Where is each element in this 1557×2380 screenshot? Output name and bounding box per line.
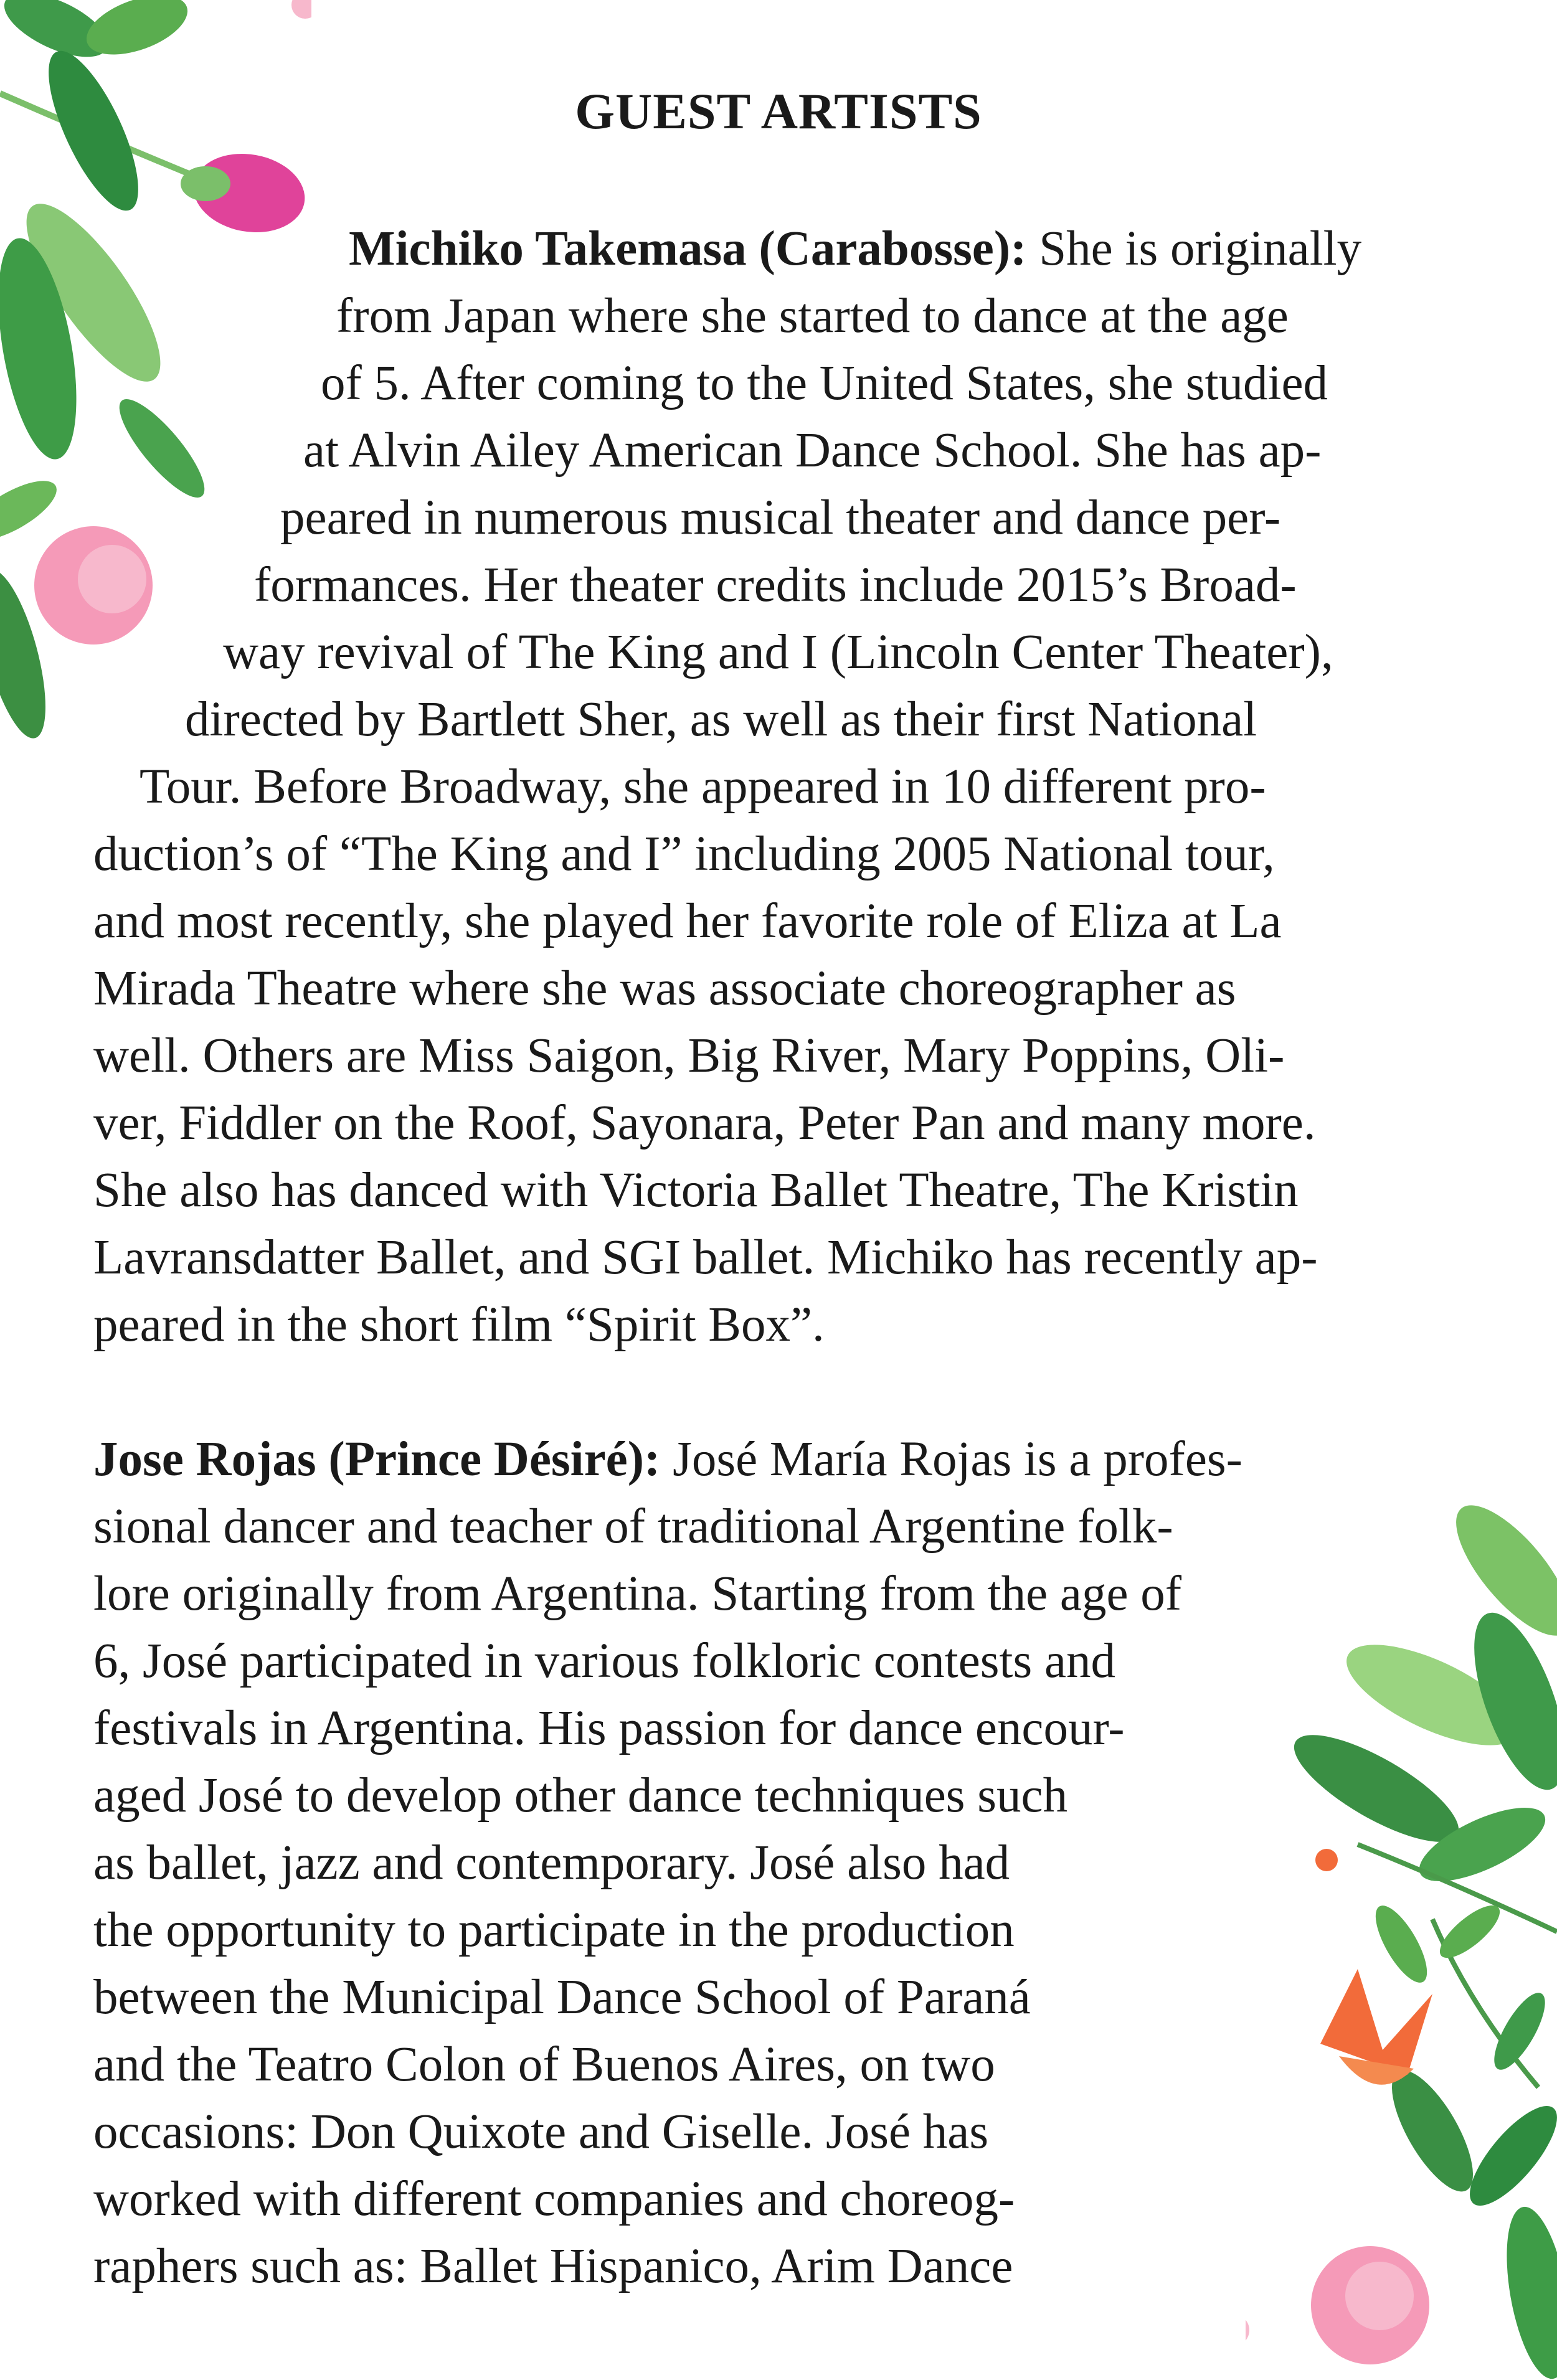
bio-line: [93, 1432, 1242, 1486]
page-title: GUEST ARTISTS: [575, 83, 982, 139]
bio-text: She is originally: [1026, 222, 1362, 276]
bio-line: She also has danced with Victoria Ballet Theatre, The Kristin: [93, 1163, 1299, 1217]
bio-line: 6, José participated in various folkloric contests and: [93, 1634, 1116, 1688]
bio-line: Tour. Before Broadway, she appeared in 10 different pro-: [140, 760, 1266, 814]
bio-line: at Alvin Ailey American Dance School. She has ap-: [303, 423, 1322, 478]
bio-line: way revival of The King and I (Lincoln Center Theater),: [223, 625, 1333, 679]
bio-line: the opportunity to participate in the production: [93, 1903, 1015, 1957]
bio-name: Michiko Takemasa (Carabosse):: [349, 222, 1027, 276]
bio-line: Mirada Theatre where she was associate choreographer as: [93, 961, 1236, 1016]
bio-line: directed by Bartlett Sher, as well as their first National: [185, 692, 1257, 747]
bio-line: aged José to develop other dance techniques such: [93, 1768, 1068, 1823]
bio-name: Jose Rojas (Prince Désiré):: [93, 1432, 661, 1486]
bio-line: and the Teatro Colon of Buenos Aires, on two: [93, 2038, 995, 2092]
bio-line: [349, 222, 1362, 276]
bio-line: worked with different companies and choreog-: [93, 2172, 1015, 2226]
bio-line: and most recently, she played her favorite role of Eliza at La: [93, 894, 1282, 948]
bio-line: occasions: Don Quixote and Giselle. José has: [93, 2105, 989, 2159]
bio-line: well. Others are Miss Saigon, Big River, Mary Poppins, Oli-: [93, 1029, 1285, 1083]
bio-line: raphers such as: Ballet Hispanico, Arim Dance: [93, 2239, 1013, 2293]
bio-line: of 5. After coming to the United States, she studied: [321, 356, 1328, 410]
bio-line: ver, Fiddler on the Roof, Sayonara, Peter Pan and many more.: [93, 1096, 1316, 1150]
bio-line: formances. Her theater credits include 2015’s Broad-: [254, 558, 1297, 612]
floral-decoration-bottom-right-icon: [1246, 1496, 1557, 2380]
bio-line: as ballet, jazz and contemporary. José also had: [93, 1836, 1010, 1890]
bio-line: peared in numerous musical theater and dance per-: [280, 491, 1281, 545]
bio-line: between the Municipal Dance School of Paraná: [93, 1970, 1031, 2024]
bio-line: from Japan where she started to dance at the age: [336, 289, 1289, 343]
bio-line: festivals in Argentina. His passion for dance encour-: [93, 1701, 1125, 1755]
bio-line: Lavransdatter Ballet, and SGI ballet. Michiko has recently ap-: [93, 1230, 1318, 1285]
bio-line: peared in the short film “Spirit Box”.: [93, 1298, 825, 1352]
bio-line: sional dancer and teacher of traditional Argentine folk-: [93, 1499, 1173, 1554]
bio-line: duction’s of “The King and I” including 2005 National tour,: [93, 827, 1275, 881]
bio-text: José María Rojas is a profes-: [660, 1432, 1242, 1486]
bio-line: lore originally from Argentina. Starting from the age of: [93, 1567, 1182, 1621]
